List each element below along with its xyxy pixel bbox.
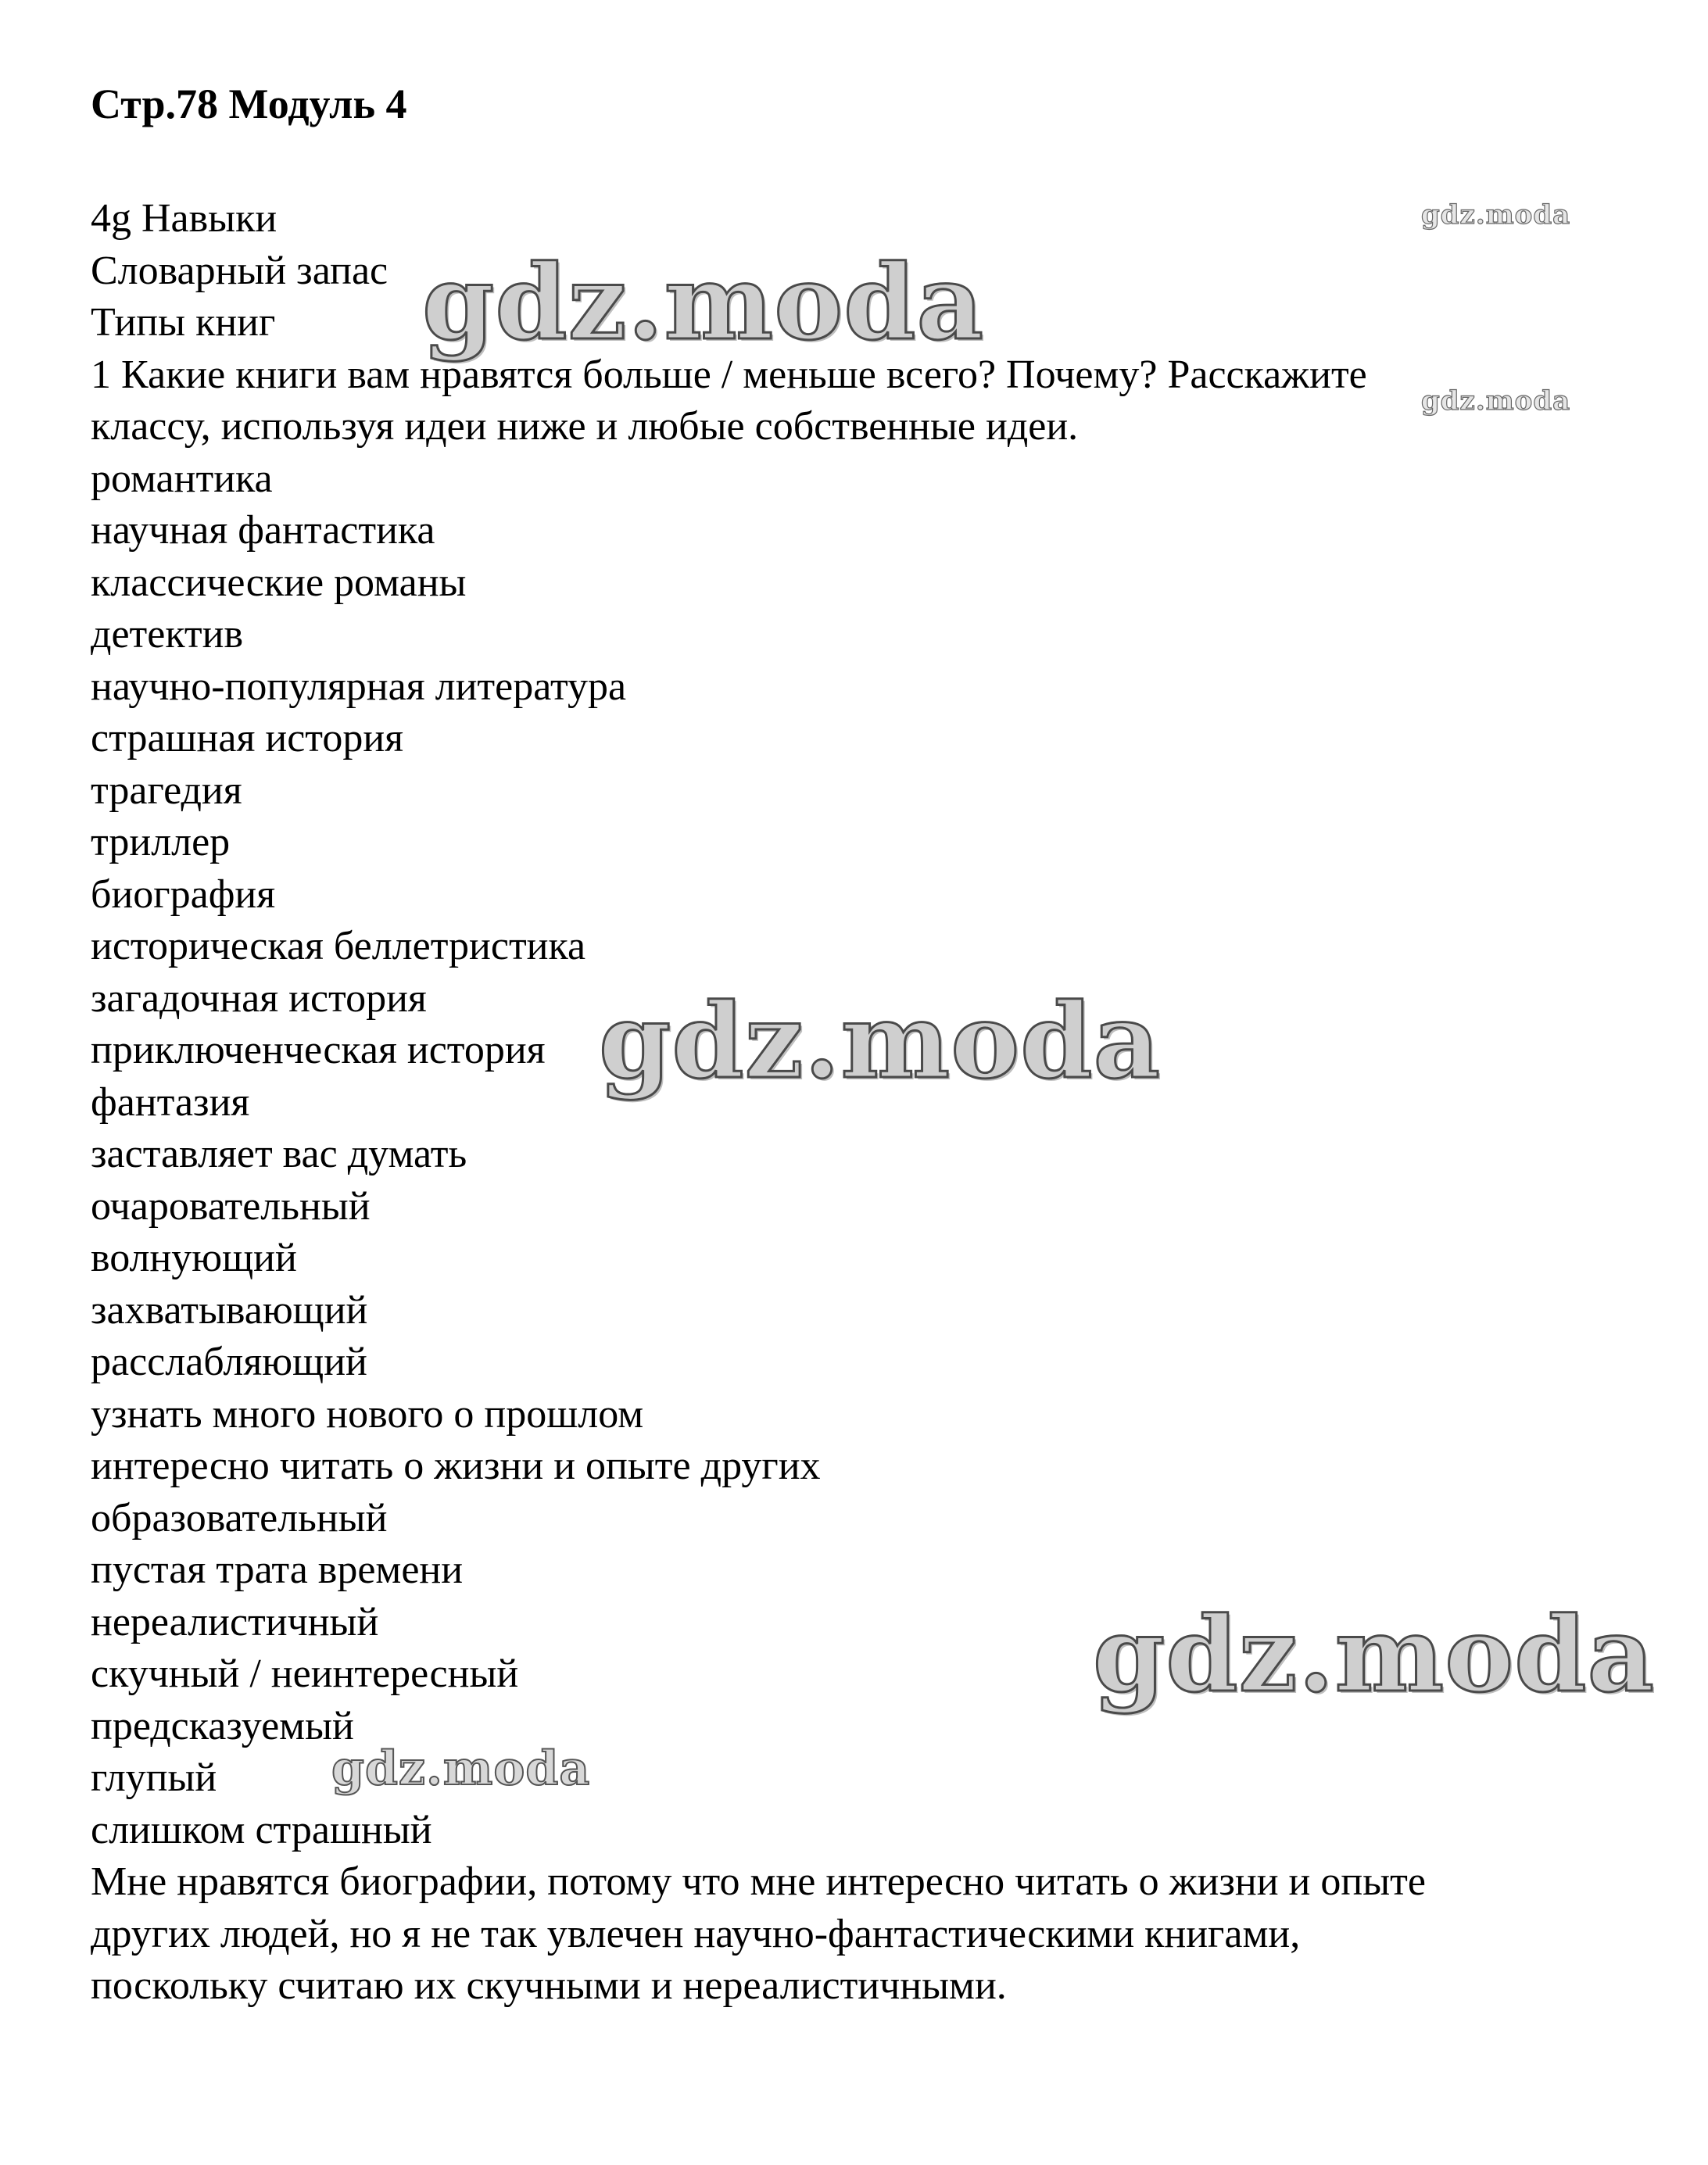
list-item: скучный / неинтересный — [91, 1651, 519, 1696]
list-item: глупый — [91, 1755, 217, 1800]
list-item: образовательный — [91, 1495, 388, 1541]
list-item: нереалистичный — [91, 1599, 379, 1644]
list-item: предсказуемый — [91, 1703, 354, 1748]
watermark-logo: gdz.moda — [1421, 385, 1571, 417]
list-item: пустая трата времени — [91, 1548, 464, 1592]
watermark-logo: gdz.moda — [599, 981, 1162, 1102]
list-item: фантазия — [91, 1079, 250, 1125]
list-item: заставляет вас думать — [91, 1132, 467, 1176]
watermark-logo: gdz.moda — [422, 242, 985, 363]
answer-line: поскольку считаю их скучными и нереалистичными. — [91, 1963, 1007, 2008]
watermark-logo: gdz.moda — [1421, 199, 1571, 231]
list-item: узнать много нового о прошлом — [91, 1391, 644, 1437]
list-item: детектив — [91, 612, 244, 657]
list-item: триллер — [91, 820, 231, 864]
list-item: трагедия — [91, 768, 242, 813]
list-item: загадочная история — [91, 975, 427, 1021]
list-item: волнующий — [91, 1236, 297, 1280]
watermark-logo: gdz.moda — [331, 1741, 591, 1796]
list-item: очаровательный — [91, 1183, 371, 1229]
topic-heading: Типы книг — [91, 300, 276, 345]
list-item: классические романы — [91, 560, 467, 605]
list-item: захватывающий — [91, 1287, 368, 1333]
task-text: классу, используя идеи ниже и любые собственные идеи. — [91, 404, 1079, 449]
list-item: научно-популярная литература — [91, 664, 627, 709]
list-item: страшная история — [91, 716, 404, 760]
list-item: научная фантастика — [91, 508, 435, 553]
list-item: расслабляющий — [91, 1340, 367, 1384]
answer-line: других людей, но я не так увлечен научно-фантастическими книгами, — [91, 1911, 1301, 1956]
watermark-logo: gdz.moda — [1093, 1594, 1656, 1716]
list-item: интересно читать о жизни и опыте других — [91, 1444, 821, 1488]
page-title: Стр.78 Модуль 4 — [91, 81, 407, 127]
answer-line: Мне нравятся биографии, потому что мне интересно читать о жизни и опыте — [91, 1859, 1426, 1904]
list-item: биография — [91, 871, 276, 917]
list-item: слишком страшный — [91, 1807, 432, 1852]
list-item: приключенческая история — [91, 1028, 546, 1072]
section-heading: 4g Навыки — [91, 196, 278, 241]
document-body — [91, 193, 1654, 2013]
task-text: 1 Какие книги вам нравятся больше / меньше всего? Почему? Расскажите — [91, 352, 1367, 397]
subsection-heading: Словарный запас — [91, 248, 389, 293]
list-item: романтика — [91, 456, 273, 501]
list-item: историческая беллетристика — [91, 924, 586, 968]
answer-paragraph — [91, 1856, 1654, 2013]
